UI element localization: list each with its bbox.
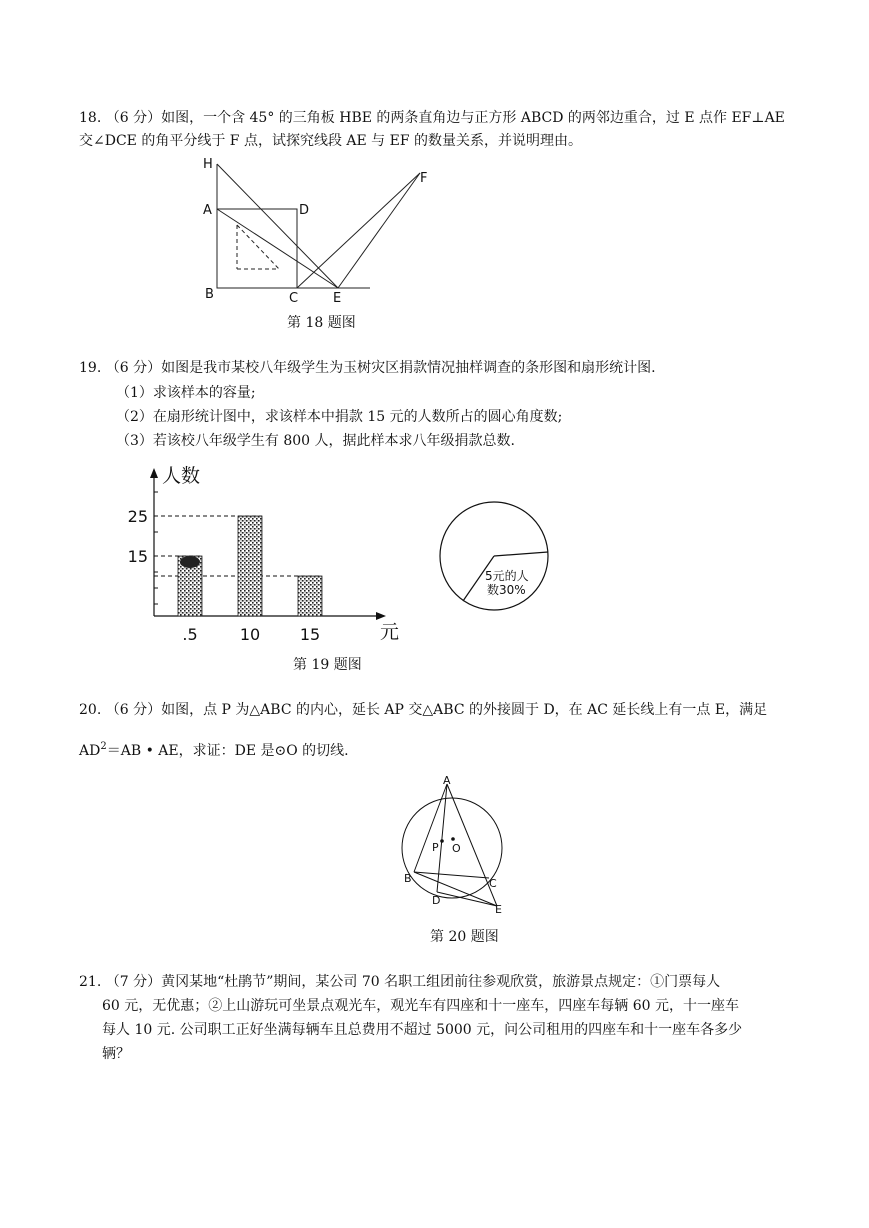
q20-line-1: 20. （6 分）如图，点 P 为△ABC 的内心，延长 AP 交△ABC 的外接圆于 D，在 AC 延长线上有一点 E，满足: [79, 702, 768, 718]
q20-line-2-rest: ＝AB • AE，求证：DE 是⊙O 的切线.: [106, 743, 349, 759]
pie-slice-label-2: 数30%: [487, 583, 526, 597]
pie-slice-label-1: 5元的人: [485, 569, 529, 583]
label-p: P: [432, 841, 439, 854]
bar-2: [238, 516, 262, 616]
bar-chart: [110, 460, 410, 645]
y-tick-label-1: 15: [127, 547, 148, 566]
label-d: D: [432, 894, 441, 907]
x-axis-arrow: [376, 612, 386, 620]
square-abcd: [217, 209, 297, 288]
q18-caption: 第 18 题图: [287, 315, 356, 331]
pie-chart: [438, 500, 553, 615]
label-c: C: [489, 877, 497, 890]
q21-line-4: 辆？: [102, 1046, 130, 1062]
q20-superscript: 2: [100, 741, 107, 752]
segment-ae: [217, 209, 338, 288]
q18-line-2: 交∠DCE 的角平分线于 F 点，试探究线段 AE 与 EF 的数量关系，并说明理由。: [79, 133, 583, 149]
q19-line-1: 19. （6 分）如图是我市某校八年级学生为玉树灾区捐款情况抽样调查的条形图和扇形统计图.: [79, 360, 656, 376]
q20-caption: 第 20 题图: [430, 929, 499, 945]
point-o: [451, 837, 455, 841]
x-tick-label-3: 15: [299, 625, 321, 644]
point-p: [440, 839, 444, 843]
label-e: E: [495, 903, 502, 916]
q20-line-2: [79, 737, 349, 761]
q20-figure: [395, 770, 520, 920]
dashed-triangle: [237, 225, 279, 269]
q21-line-2: 60 元，无优惠；②上山游玩可坐景点观光车，观光车有四座和十一座车，四座车每辆 60 元，十一座车: [102, 998, 739, 1014]
label-f: F: [420, 171, 428, 186]
q21-line-3: 每人 10 元. 公司职工正好坐满每辆车且总费用不超过 5000 元，问公司租用的四座车和十一座车各多少: [102, 1022, 743, 1038]
x-axis-label: 元: [380, 621, 400, 643]
label-d: D: [299, 203, 310, 218]
q19-sub-2: （2）在扇形统计图中，求该样本中捐款 15 元的人数所占的圆心角度数;: [116, 409, 563, 425]
q21-line-1: 21. （7 分）黄冈某地“杜鹃节”期间，某公司 70 名职工组团前往参观欣赏，旅游景点规定：①门票每人: [79, 974, 721, 990]
y-axis-label: 人数: [162, 465, 201, 487]
x-tick-label-1: .5: [182, 625, 198, 644]
y-tick-label-2: 25: [127, 507, 148, 526]
x-tick-label-2: 10: [239, 625, 261, 644]
segment-he: [217, 164, 338, 288]
label-b: B: [404, 872, 412, 885]
q18-line-1: 18. （6 分）如图，一个含 45° 的三角板 HBE 的两条直角边与正方形 ABCD 的两邻边重合，过 E 点作 EF⊥AE: [79, 110, 785, 126]
label-o: O: [452, 842, 461, 855]
segment-cf: [297, 173, 420, 288]
segment-be: [414, 872, 497, 906]
label-h: H: [203, 157, 213, 172]
label-a: A: [203, 203, 212, 218]
label-a: A: [443, 774, 451, 787]
segment-ab: [414, 784, 447, 872]
bar-1-dark-top: [180, 556, 200, 568]
bar-3: [298, 576, 322, 616]
label-c: C: [289, 291, 299, 306]
y-axis-arrow: [150, 468, 158, 478]
segment-ef: [338, 173, 420, 288]
label-e: E: [333, 291, 342, 306]
q18-figure: [195, 152, 445, 312]
label-b: B: [205, 287, 214, 302]
q19-sub-1: （1）求该样本的容量;: [116, 385, 256, 401]
q19-sub-3: （3）若该校八年级学生有 800 人，据此样本求八年级捐款总数.: [116, 433, 515, 449]
q20-ad: AD: [79, 743, 101, 759]
q19-caption: 第 19 题图: [293, 657, 362, 673]
